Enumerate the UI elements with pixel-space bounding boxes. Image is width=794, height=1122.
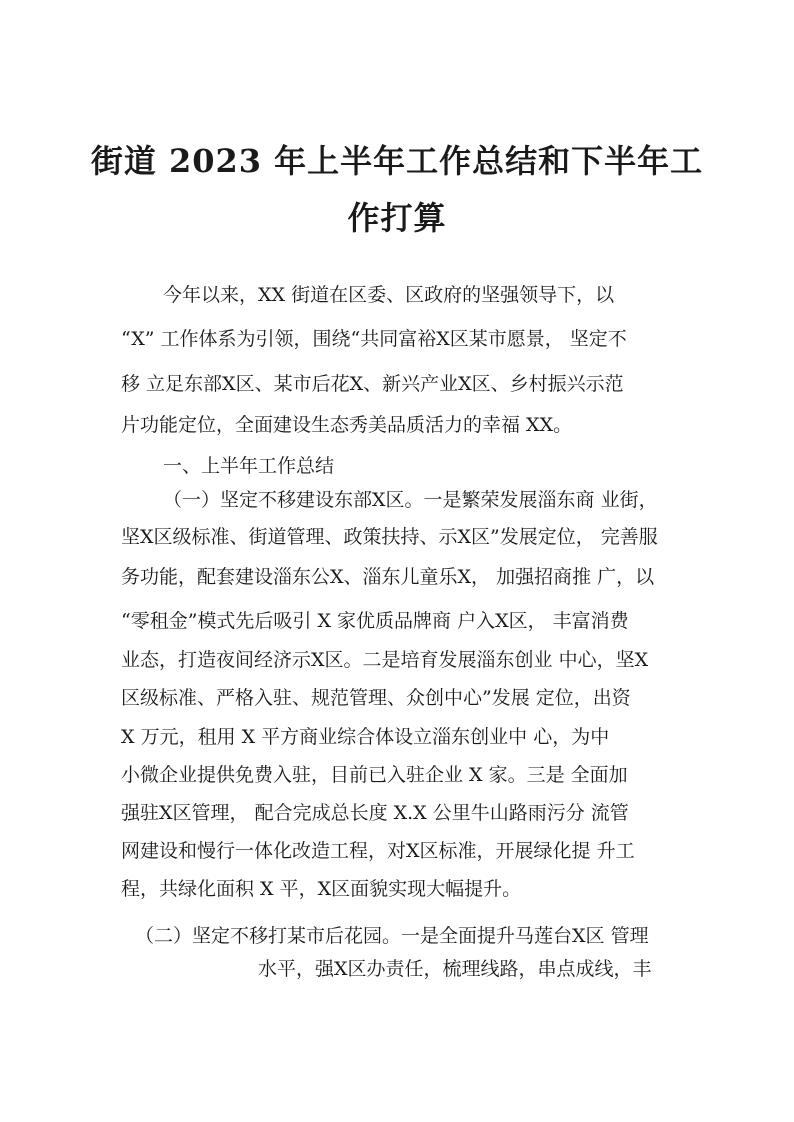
paragraph-line: 水平，强X区办责任，梳理线路，串点成线，丰 (258, 958, 652, 980)
paragraph-line: （一）坚定不移建设东部X区。一是繁荣发展淄东商 业街， (163, 489, 658, 511)
paragraph-line: 强驻X区管理， 配合完成总长度 X.X 公里牛山路雨污分 流管 (121, 802, 629, 824)
subsection-heading: （二）坚定不移打某市后花园。一是全面提升马莲台X区 管理 (135, 925, 649, 947)
paragraph-line: 今年以来，XX 街道在区委、区政府的坚强领导下，以 (163, 284, 615, 306)
paragraph-line: 务功能，配套建设淄东公X、淄东儿童乐X， 加强招商推 广，以 (121, 566, 655, 588)
paragraph-line: 小微企业提供免费入驻，目前已入驻企业 X 家。三是 全面加 (121, 764, 628, 786)
paragraph-line: 片功能定位，全面建设生态秀美品质活力的幸福 XX。 (121, 414, 573, 436)
paragraph-line: 业态，打造夜间经济示X区。二是培育发展淄东创业 中心，坚X (121, 649, 649, 671)
paragraph-line: “零租金”模式先后吸引 X 家优质品牌商 户入X区， 丰富消费 (121, 610, 629, 632)
paragraph-line: 移 立足东部X区、某市后花X、新兴产业X区、乡村振兴示范 (121, 373, 624, 395)
paragraph-line: 坚X区级标准、街道管理、政策扶持、示X区”发展定位， 完善服 (121, 526, 658, 548)
paragraph-line: 区级标准、严格入驻、规范管理、众创中心”发展 定位，出资 (121, 687, 631, 709)
paragraph-line: X 万元，租用 X 平方商业综合体设立淄东创业中 心，为中 (121, 726, 610, 748)
paragraph-line: 程，共绿化面积 X 平，X区面貌实现大幅提升。 (121, 878, 522, 900)
paragraph-line: 网建设和慢行一体化改造工程，对X区标准，开展绿化提 升工 (121, 840, 635, 862)
document-title-line-1: 街道 2023 年上半年工作总结和下半年工 (90, 142, 704, 180)
paragraph-line: “X” 工作体系为引领，围绕“共同富裕X区某市愿景， 坚定不 (121, 328, 627, 350)
section-heading: 一、上半年工作总结 (163, 455, 335, 477)
document-title-line-2: 作打算 (347, 199, 447, 237)
